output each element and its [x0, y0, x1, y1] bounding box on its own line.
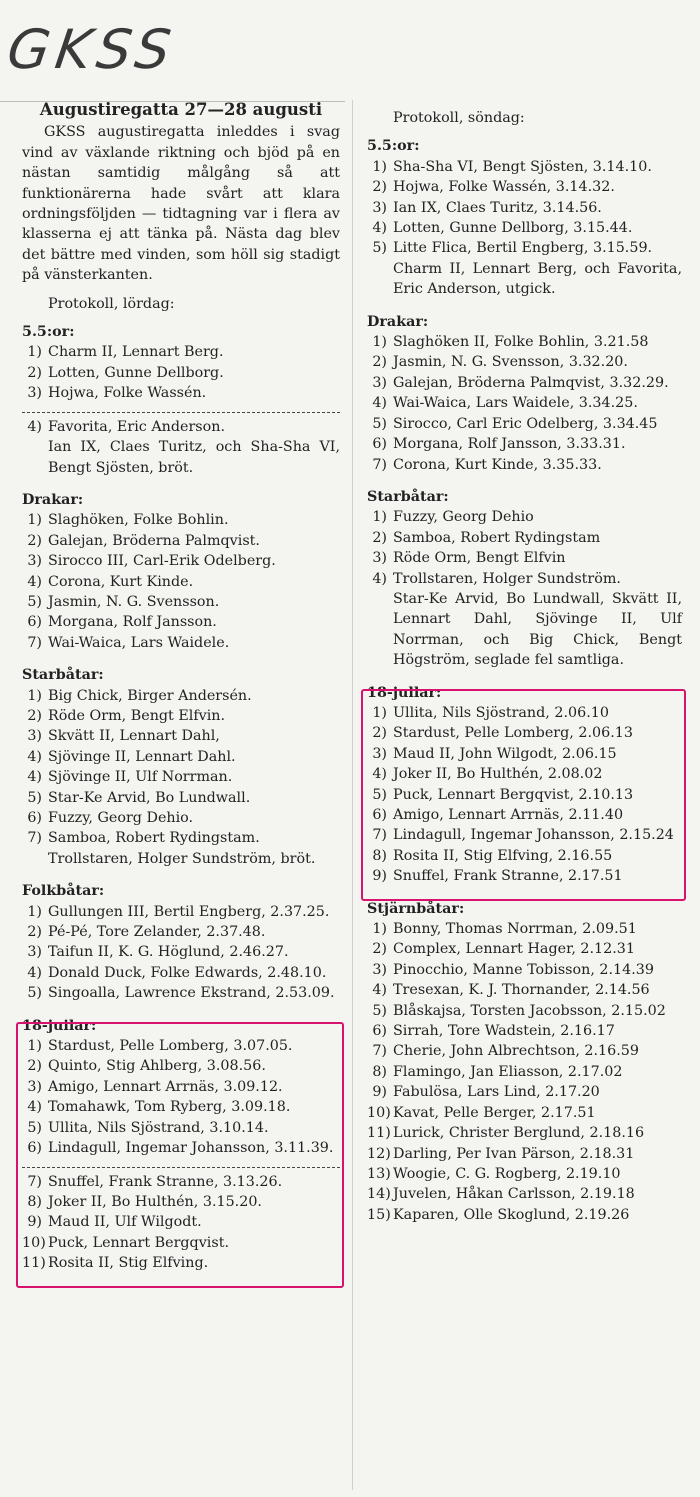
result-row [367, 1001, 682, 1021]
class-section [22, 881, 340, 1003]
result-row [367, 569, 682, 589]
result-text: Bonny, Thomas Norrman, 2.09.51 [393, 921, 637, 938]
result-text: Röde Orm, Bengt Elfvin [393, 550, 566, 567]
result-rank: 11) [367, 1125, 391, 1142]
result-row [367, 507, 682, 527]
result-text: Ian IX, Claes Turitz, 3.14.56. [393, 199, 602, 216]
result-text: Fabulösa, Lars Lind, 2.17.20 [393, 1084, 600, 1101]
dashed-separator [22, 412, 340, 413]
result-rank: 1) [27, 512, 42, 529]
result-rank: 9) [27, 1214, 42, 1231]
result-row [367, 960, 682, 980]
result-row [367, 332, 682, 352]
result-text: Cherie, John Albrechtson, 2.16.59 [393, 1043, 639, 1060]
result-row [367, 373, 682, 393]
result-row [367, 1082, 682, 1102]
class-heading: 5.5:or: [367, 138, 420, 155]
result-row [367, 455, 682, 475]
result-text: Wai-Waica, Lars Waidele, 3.34.25. [393, 395, 638, 412]
result-text: Joker II, Bo Hulthén, 2.08.02 [393, 766, 603, 783]
result-text: Woogie, C. G. Rogberg, 2.19.10 [393, 1165, 621, 1182]
result-rank: 2) [372, 354, 387, 371]
result-row [22, 592, 340, 612]
result-text: Jasmin, N. G. Svensson, 3.32.20. [393, 354, 628, 371]
result-row [367, 1062, 682, 1082]
result-rank: 3) [27, 385, 42, 402]
result-rank: 5) [372, 415, 387, 432]
highlight-box [361, 689, 686, 901]
result-text: Galejan, Bröderna Palmqvist. [48, 532, 260, 549]
result-row [22, 572, 340, 592]
result-text: Star-Ke Arvid, Bo Lundwall. [48, 789, 251, 806]
result-text: Donald Duck, Folke Edwards, 2.48.10. [48, 964, 327, 981]
result-rank: 5) [27, 985, 42, 1002]
result-rank: 6) [372, 807, 387, 823]
result-rank: 6) [27, 1140, 42, 1157]
result-row [367, 218, 682, 238]
result-rank: 13) [367, 1165, 391, 1182]
result-text: Amigo, Lennart Arrnäs, 2.11.40 [393, 807, 624, 823]
result-text: Favorita, Eric Anderson. [48, 418, 225, 435]
result-rank: 1) [27, 687, 42, 704]
result-text: Pé-Pé, Tore Zelander, 2.37.48. [48, 924, 266, 941]
result-note: Trollstaren, Holger Sundström, bröt. [48, 850, 316, 867]
handwritten-heading: GKSS [3, 18, 181, 81]
result-text: Fuzzy, Georg Dehio. [48, 810, 194, 826]
result-row [22, 363, 340, 383]
result-text: Rosita II, Stig Elfving, 2.16.55 [393, 847, 613, 864]
result-text: Wai-Waica, Lars Waidele. [48, 634, 230, 651]
result-text: Snuffel, Frank Stranne, 3.13.26. [48, 1173, 283, 1190]
result-row [367, 352, 682, 372]
result-rank: 4) [372, 395, 387, 412]
right-column [367, 100, 682, 1225]
article-intro [22, 122, 340, 285]
result-text: Ullita, Nils Sjöstrand, 2.06.10 [393, 704, 609, 721]
result-row [367, 393, 682, 413]
result-row [22, 633, 340, 653]
result-rank: 5) [372, 1002, 387, 1019]
result-row [367, 157, 682, 177]
result-text: Flamingo, Jan Eliasson, 2.17.02 [393, 1063, 623, 1080]
result-text: Jasmin, N. G. Svensson. [48, 593, 220, 610]
result-text: Lurick, Christer Berglund, 2.18.16 [393, 1125, 645, 1142]
result-rank: 1) [27, 1038, 42, 1055]
result-rank: 1) [372, 509, 387, 526]
result-text: Blåskajsa, Torsten Jacobsson, 2.15.02 [393, 1002, 666, 1019]
class-heading: Folkbåtar: [22, 883, 105, 900]
result-text: Rosita II, Stig Elfving. [48, 1255, 209, 1272]
class-section [367, 136, 682, 299]
highlight-box [16, 1022, 344, 1288]
result-text: Slaghöken II, Folke Bohlin, 3.21.58 [393, 334, 649, 351]
result-text: Sjövinge II, Ulf Norrman. [48, 769, 233, 786]
column-divider [352, 100, 353, 1490]
result-rank: 2) [27, 364, 42, 381]
result-rank: 7) [372, 456, 387, 473]
result-text: Puck, Lennart Bergqvist, 2.10.13 [393, 786, 634, 803]
result-text: Corona, Kurt Kinde. [48, 573, 194, 590]
result-rank: 3) [27, 553, 42, 570]
result-text: Skvätt II, Lennart Dahl, [48, 728, 220, 745]
result-rank: 9) [372, 868, 387, 885]
result-rank: 3) [27, 1078, 42, 1095]
result-text: Lotten, Gunne Dellborg. [48, 364, 224, 381]
result-row [367, 548, 682, 568]
result-rank: 1) [27, 903, 42, 920]
result-row [22, 963, 340, 983]
result-text: Stardust, Pelle Lomberg, 2.06.13 [393, 725, 633, 742]
result-text: Gullungen III, Bertil Engberg, 2.37.25. [48, 903, 330, 920]
result-text: Sirocco, Carl Eric Odelberg, 3.34.45 [393, 415, 658, 432]
result-text: Morgana, Rolf Jansson. [48, 614, 217, 631]
result-row [367, 1041, 682, 1061]
result-row [22, 942, 340, 962]
result-rank: 4) [27, 769, 42, 786]
result-row [22, 686, 340, 706]
result-text: Corona, Kurt Kinde, 3.35.33. [393, 456, 602, 473]
result-rank: 3) [27, 944, 42, 961]
result-row [22, 808, 340, 828]
result-row [367, 1021, 682, 1041]
result-text: Snuffel, Frank Stranne, 2.17.51 [393, 868, 623, 885]
result-text: Röde Orm, Bengt Elfvin. [48, 707, 226, 724]
class-section [367, 899, 682, 1226]
result-text: Tresexan, K. J. Thornander, 2.14.56 [393, 982, 650, 999]
result-text: Sha-Sha VI, Bengt Sjösten, 3.14.10. [393, 158, 652, 175]
result-text: Ullita, Nils Sjöstrand, 3.10.14. [48, 1119, 269, 1136]
result-rank: 5) [27, 593, 42, 610]
class-heading: Starbåtar: [367, 488, 449, 505]
result-rank: 2) [27, 924, 42, 941]
result-text: Morgana, Rolf Jansson, 3.33.31. [393, 436, 626, 453]
result-rank: 2) [372, 529, 387, 546]
result-rank: 4) [372, 570, 387, 587]
class-heading: 18-jullar: [367, 684, 442, 701]
result-rank: 6) [372, 1023, 387, 1040]
protocol-heading: Protokoll, söndag: [393, 110, 525, 126]
result-rank: 4) [372, 220, 387, 237]
result-rank: 3) [372, 199, 387, 216]
result-rank: 5) [27, 789, 42, 806]
result-text: Sjövinge II, Lennart Dahl. [48, 748, 236, 765]
class-section [22, 322, 340, 478]
result-rank: 5) [372, 240, 387, 257]
result-text: Trollstaren, Holger Sundström. [393, 570, 621, 587]
class-heading: 5.5:or: [22, 324, 75, 341]
result-rank: 6) [27, 810, 42, 826]
result-rank: 2) [27, 532, 42, 549]
result-rank: 12) [367, 1145, 391, 1162]
result-text: Big Chick, Birger Andersén. [48, 687, 252, 704]
result-text: Pinocchio, Manne Tobisson, 2.14.39 [393, 961, 654, 978]
result-text: Joker II, Bo Hulthén, 3.15.20. [48, 1193, 262, 1210]
result-rank: 7) [372, 827, 387, 844]
result-row [367, 238, 682, 258]
result-text: Maud II, Ulf Wilgodt. [48, 1214, 202, 1231]
result-rank: 1) [372, 158, 387, 175]
result-rank: 11) [22, 1255, 46, 1272]
class-section [367, 487, 682, 671]
result-rank: 4) [372, 766, 387, 783]
result-rank: 4) [372, 982, 387, 999]
result-rank: 8) [372, 847, 387, 864]
class-heading: 18-juilar: [22, 1017, 97, 1034]
result-rank: 6) [27, 614, 42, 631]
result-text: Charm II, Lennart Berg. [48, 344, 224, 361]
result-row [22, 922, 340, 942]
result-text: Slaghöken, Folke Bohlin. [48, 512, 229, 529]
result-row [22, 902, 340, 922]
result-rank: 4) [27, 748, 42, 765]
result-text: Galejan, Bröderna Palmqvist, 3.32.29. [393, 374, 669, 391]
class-heading: Drakar: [22, 491, 84, 508]
result-rank: 2) [27, 1058, 42, 1075]
result-row [22, 767, 340, 787]
result-text: Juvelen, Håkan Carlsson, 2.19.18 [393, 1186, 635, 1203]
result-rank: 15) [367, 1206, 391, 1223]
result-rank: 1) [372, 921, 387, 938]
result-text: Stardust, Pelle Lomberg, 3.07.05. [48, 1038, 293, 1055]
result-rank: 3) [372, 374, 387, 391]
result-row [367, 1123, 682, 1143]
result-row [22, 747, 340, 767]
class-heading: Stjärnbåtar: [367, 900, 465, 917]
result-rank: 6) [372, 436, 387, 453]
result-row [22, 983, 340, 1003]
result-rank: 8) [372, 1063, 387, 1080]
class-section [367, 312, 682, 475]
result-rank: 5) [372, 786, 387, 803]
article-title: Augustiregatta 27—28 augusti [39, 100, 323, 119]
result-row [367, 528, 682, 548]
result-row [367, 414, 682, 434]
result-row [367, 1164, 682, 1184]
result-text: Lindagull, Ingemar Johansson, 2.15.24 [393, 827, 674, 844]
result-rank: 14) [367, 1186, 391, 1203]
result-row [22, 417, 340, 437]
result-text: Tomahawk, Tom Ryberg, 3.09.18. [48, 1099, 291, 1116]
result-row [22, 788, 340, 808]
result-rank: 2) [372, 941, 387, 958]
result-rank: 2) [27, 707, 42, 724]
result-row [22, 531, 340, 551]
result-row [367, 1184, 682, 1204]
result-text: Samboa, Robert Rydingstam [393, 529, 601, 546]
result-rank: 5) [27, 1119, 42, 1136]
result-text: Lindagull, Ingemar Johansson, 3.11.39. [48, 1140, 334, 1157]
result-row [367, 939, 682, 959]
result-rank: 10) [367, 1104, 391, 1121]
result-rank: 1) [372, 334, 387, 351]
result-text: Complex, Lennart Hager, 2.12.31 [393, 941, 635, 958]
result-row [22, 706, 340, 726]
result-text: Kaparen, Olle Skoglund, 2.19.26 [393, 1206, 630, 1223]
result-text: Maud II, John Wilgodt, 2.06.15 [393, 745, 617, 762]
result-rank: 3) [372, 745, 387, 762]
result-text: Hojwa, Folke Wassén. [48, 385, 207, 402]
class-section [22, 490, 340, 653]
class-section [22, 665, 340, 869]
result-row [367, 1205, 682, 1225]
result-row [22, 551, 340, 571]
result-row [22, 828, 340, 848]
result-text: Samboa, Robert Rydingstam. [48, 830, 260, 847]
result-row [367, 1144, 682, 1164]
result-text: Hojwa, Folke Wassén, 3.14.32. [393, 179, 615, 196]
result-text: Puck, Lennart Bergqvist. [48, 1234, 229, 1251]
result-rank: 3) [372, 961, 387, 978]
class-heading: Drakar: [367, 313, 429, 330]
protocol-heading: Protokoll, lördag: [48, 295, 175, 312]
result-rank: 4) [27, 1099, 42, 1116]
result-text: Litte Flica, Bertil Engberg, 3.15.59. [393, 240, 653, 257]
class-heading: Starbåtar: [22, 667, 104, 684]
result-row [22, 342, 340, 362]
result-text: Kavat, Pelle Berger, 2.17.51 [393, 1104, 596, 1121]
result-row [22, 612, 340, 632]
result-text: Quinto, Stig Ahlberg, 3.08.56. [48, 1058, 266, 1075]
result-note: Ian IX, Claes Turitz, och Sha-Sha VI, Bengt Sjösten, bröt. [48, 439, 340, 476]
result-rank: 7) [372, 1043, 387, 1060]
result-text: Singoalla, Lawrence Ekstrand, 2.53.09. [48, 985, 335, 1002]
result-row [367, 1103, 682, 1123]
result-rank: 2) [372, 725, 387, 742]
result-rank: 4) [27, 964, 42, 981]
result-row [367, 980, 682, 1000]
result-rank: 9) [372, 1084, 387, 1101]
result-text: Lotten, Gunne Dellborg, 3.15.44. [393, 220, 633, 237]
intro-paragraph: GKSS augustiregatta inleddes i svag vind av växlande riktning och bjöd på en nästan samtidig målgång så att funktionärerna hade svårt att klara ordningsföljden — tidtagning var i flera av klasserna ej att tänka på. Nästa dag blev det bättre med vinden, som höll sig stadigt på vänsterkanten. [22, 124, 340, 284]
result-rank: 3) [27, 728, 42, 745]
result-rank: 4) [27, 573, 42, 590]
result-row [367, 919, 682, 939]
result-rank: 4) [27, 418, 42, 435]
result-text: Fuzzy, Georg Dehio [393, 509, 534, 526]
result-rank: 7) [27, 634, 42, 651]
result-row [367, 177, 682, 197]
result-rank: 10) [22, 1234, 46, 1251]
result-note: Charm II, Lennart Berg, och Favorita, Eric Anderson, utgick. [393, 260, 682, 298]
result-text: Sirocco III, Carl-Erik Odelberg. [48, 553, 276, 570]
result-rank: 7) [27, 830, 42, 847]
result-row [367, 434, 682, 454]
result-text: Amigo, Lennart Arrnäs, 3.09.12. [48, 1078, 283, 1095]
result-row [367, 198, 682, 218]
result-rank: 7) [27, 1173, 42, 1190]
result-row [22, 510, 340, 530]
result-rank: 1) [27, 344, 42, 361]
result-rank: 2) [372, 179, 387, 196]
right-results [367, 108, 682, 1225]
result-rank: 1) [372, 704, 387, 721]
result-row [22, 726, 340, 746]
result-note: Star-Ke Arvid, Bo Lundwall, Skvätt II, Lennart Dahl, Sjövinge II, Ulf Norrman, och Big Chick, Bengt Högström, seglade fel samtliga. [393, 590, 682, 669]
result-text: Darling, Per Ivan Pärson, 2.18.31 [393, 1145, 635, 1162]
result-rank: 8) [27, 1193, 42, 1210]
result-text: Sirrah, Tore Wadstein, 2.16.17 [393, 1023, 615, 1040]
result-rank: 3) [372, 550, 387, 567]
result-row [22, 383, 340, 403]
result-text: Taifun II, K. G. Höglund, 2.46.27. [48, 944, 289, 961]
